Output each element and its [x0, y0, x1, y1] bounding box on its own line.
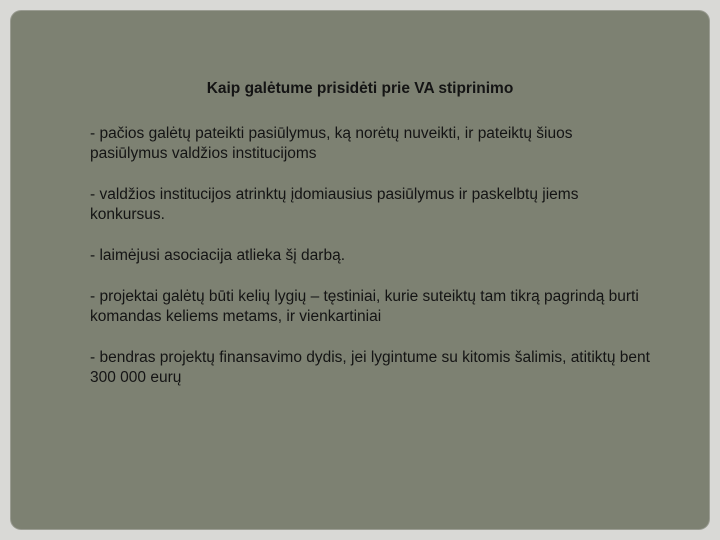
slide-title: Kaip galėtume prisidėti prie VA stiprinimo	[206, 80, 514, 97]
bullet-point-1: - pačios galėtų pateikti pasiūlymus, ką norėtų nuveikti, ir pateiktų šiuos pasiūlymus valdžios institucijoms	[90, 125, 573, 162]
bullet-point-5: - bendras projektų finansavimo dydis, jei lygintume su kitomis šalimis, atitiktų bent 300 000 eurų	[90, 349, 650, 386]
bullet-point-4: - projektai galėtų būti kelių lygių – tęstiniai, kurie suteiktų tam tikrą pagrindą burti komandas keliems metams, ir vienkartiniai	[90, 288, 639, 325]
bullet-point-2: - valdžios institucijos atrinktų įdomiausius pasiūlymus ir paskelbtų jiems konkursus.	[90, 186, 579, 223]
bullet-list	[90, 124, 650, 409]
bullet-point-3: - laimėjusi asociacija atlieka šį darbą.	[90, 247, 346, 264]
